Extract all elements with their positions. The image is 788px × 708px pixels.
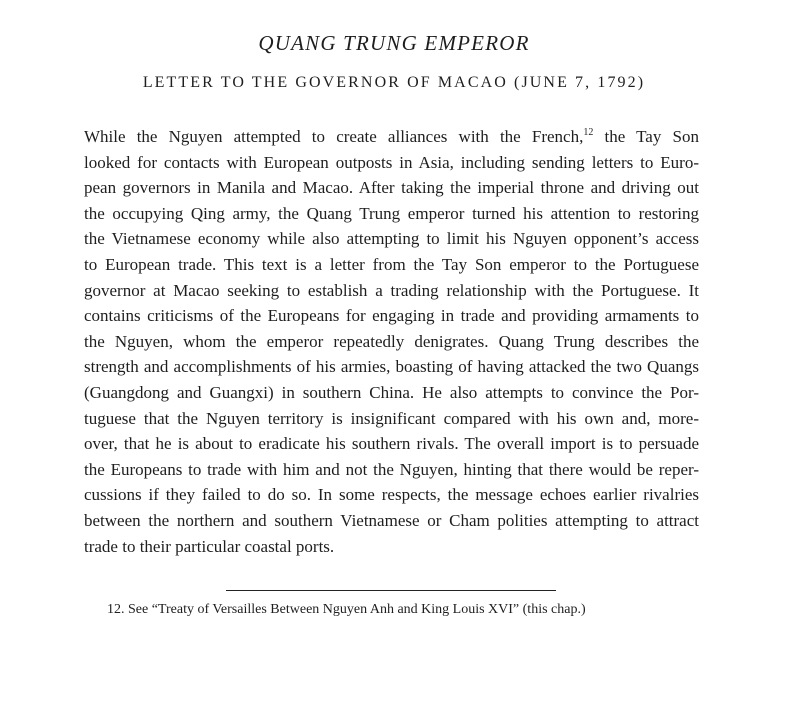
paragraph-line: (Guangdong and Guangxi) in southern China. He also attempts to convince the Por- (84, 382, 699, 402)
paragraph-line: pean governors in Manila and Macao. After taking the imperial throne and driving out (84, 178, 699, 198)
paragraph-line: over, that he is about to eradicate his southern rivals. The overall import is to persuade (84, 434, 699, 454)
paragraph-line: the Vietnamese economy while also attempting to limit his Nguyen opponent’s access (84, 229, 699, 249)
paragraph-line: looked for contacts with European outposts in Asia, including sending letters to Euro- (84, 152, 699, 172)
paragraph-line: the Nguyen, whom the emperor repeatedly denigrates. Quang Trung describes the (84, 331, 699, 351)
paragraph-line (84, 124, 699, 150)
footnote-reference[interactable]: 12 (583, 127, 594, 138)
paragraph-line: strength and accomplishments of his armies, boasting of having attacked the two Quangs (84, 357, 699, 377)
paragraph-line: the occupying Qing army, the Quang Trung emperor turned his attention to restoring (84, 203, 699, 223)
paragraph-line-text: While the Nguyen attempted to create alliances with the French, (84, 127, 584, 146)
page-title: QUANG TRUNG EMPEROR (258, 31, 530, 55)
paragraph-line: cussions if they failed to do so. In some respects, the message echoes earlier rivalries (84, 485, 699, 505)
paragraph-line: tuguese that the Nguyen territory is insignificant compared with his own and, more- (84, 408, 699, 428)
footnote: 12. See “Treaty of Versailles Between Nguyen Anh and King Louis XVI” (this chap.) (107, 602, 586, 617)
footnote-divider (226, 590, 556, 591)
page-subtitle: LETTER TO THE GOVERNOR OF MACAO (JUNE 7, 1792) (142, 74, 646, 91)
paragraph-line: governor at Macao seeking to establish a trading relationship with the Portuguese. It (84, 280, 699, 300)
paragraph-line: trade to their particular coastal ports. (84, 536, 335, 556)
paragraph-line: to European trade. This text is a letter from the Tay Son emperor to the Portuguese (84, 254, 699, 274)
paragraph-line: contains criticisms of the Europeans for engaging in trade and providing armaments to (84, 306, 699, 326)
paragraph-line: between the northern and southern Vietnamese or Cham polities attempting to attract (84, 510, 699, 530)
paragraph-line: the Europeans to trade with him and not the Nguyen, hinting that there would be reper- (84, 459, 699, 479)
body-paragraph (84, 124, 699, 559)
paragraph-line-tail: the Tay Son (593, 127, 699, 146)
